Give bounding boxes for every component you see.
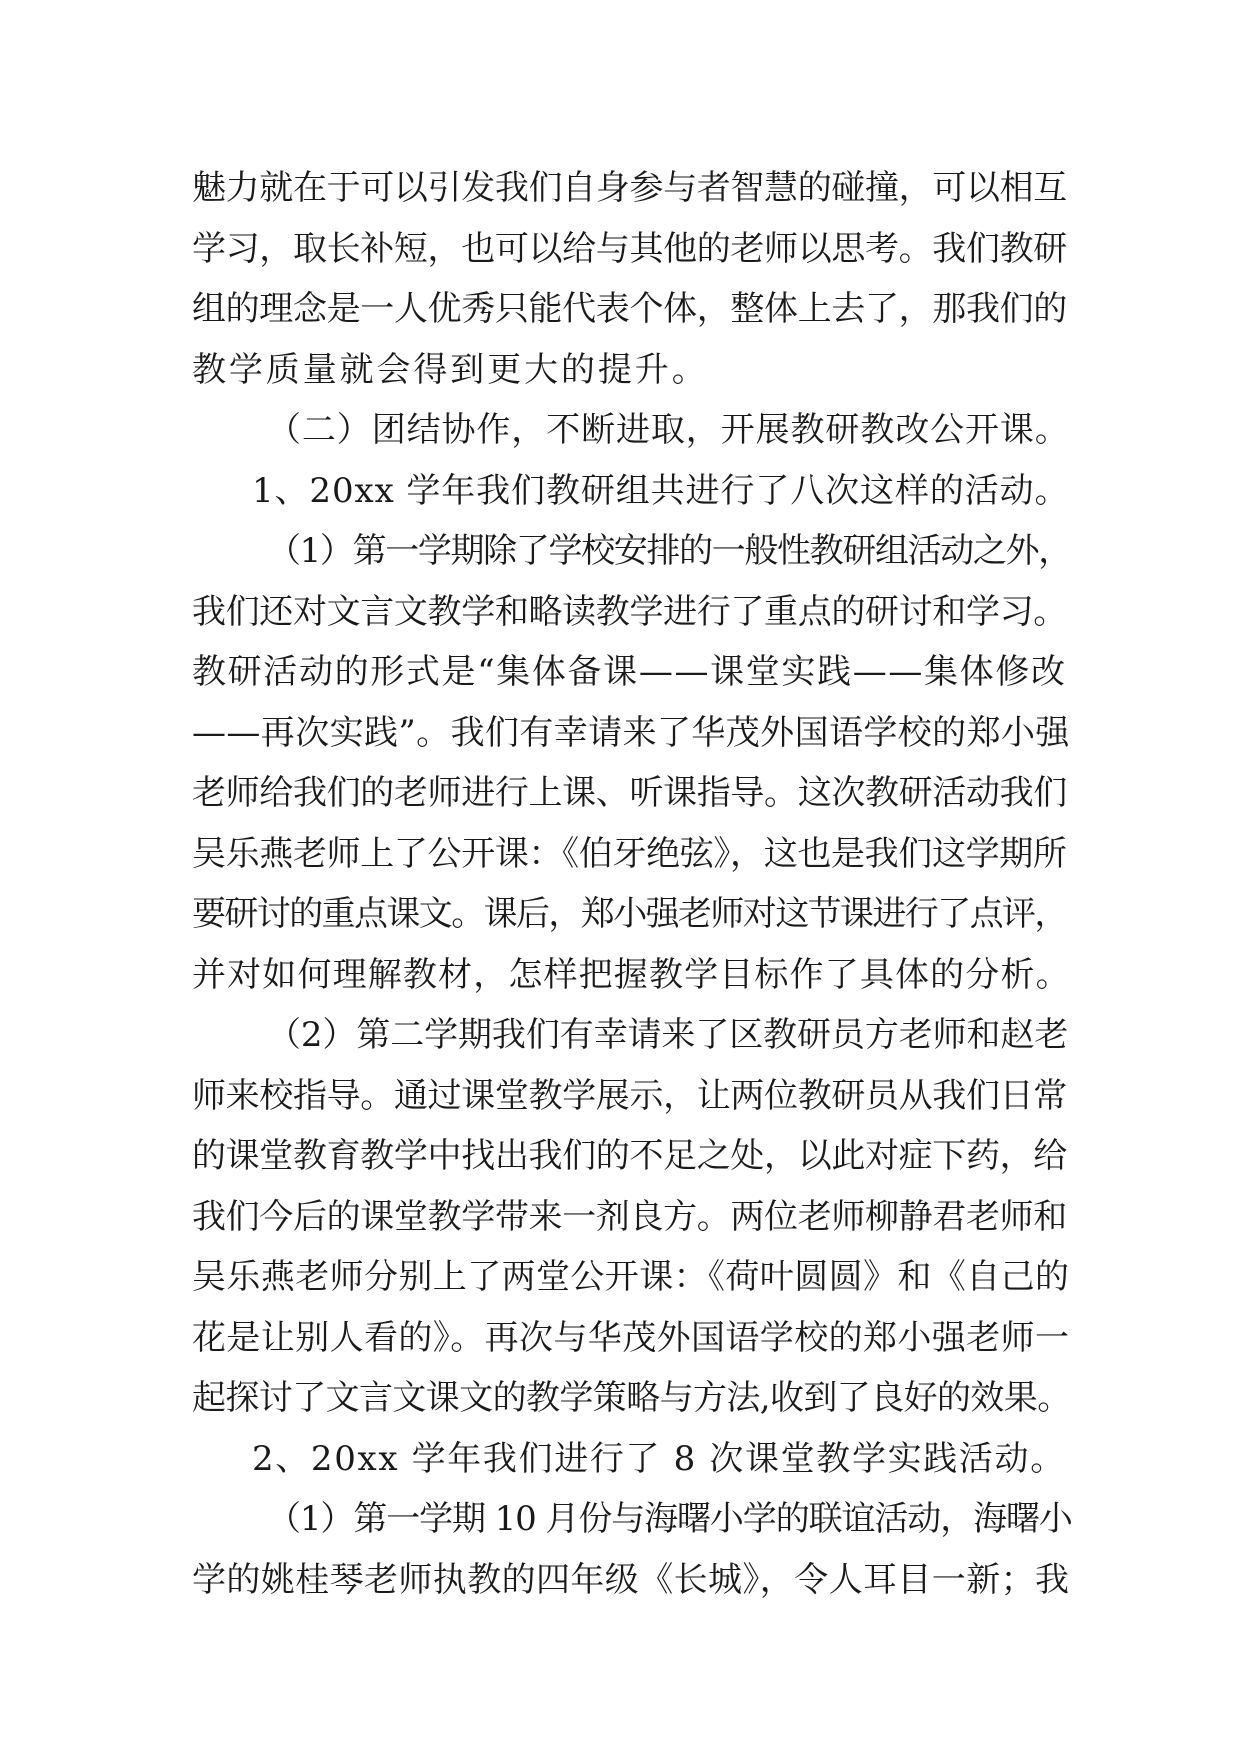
subsection-heading: 2、20xx 学年我们进行了 8 次课堂教学实践活动。 <box>252 1438 1066 1479</box>
text-line: 我们还对文言文教学和略读教学进行了重点的研讨和学习。 <box>192 591 1067 632</box>
text-line: 并对如何理解教材，怎样把握教学目标作了具体的分析。 <box>192 954 1071 995</box>
text-line: 组的理念是一人优秀只能代表个体，整体上去了，那我们的 <box>192 289 1067 329</box>
text-line: （1）第一学期除了学校安排的一般性教研组活动之外， <box>267 531 1071 571</box>
text-line: 的课堂教育教学中找出我们的不足之处，以此对症下药，给 <box>192 1136 1067 1176</box>
document-body <box>192 158 1072 1610</box>
section-heading: （二）团结协作，不断进取，开展教研教改公开课。 <box>267 410 1070 450</box>
subsection-heading: 1、20xx 学年我们教研组共进行了八次这样的活动。 <box>252 470 1070 511</box>
text-line: 学的姚桂琴老师执教的四年级《长城》，令人耳目一新；我 <box>192 1559 1070 1600</box>
text-line: 花是让别人看的》。再次与华茂外国语学校的郑小强老师一 <box>192 1317 1070 1358</box>
text-line: （2）第二学期我们有幸请来了区教研员方老师和赵老 <box>267 1015 1069 1055</box>
text-line: 教研活动的形式是“集体备课——课堂实践——集体修改 <box>192 652 1067 692</box>
text-line: 吴乐燕老师分别上了两堂公开课：《荷叶圆圆》和《自己的 <box>192 1257 1070 1297</box>
text-line: 教学质量就会得到更大的提升。 <box>192 349 709 390</box>
text-line: 起探讨了文言文课文的教学策略与方法,收到了良好的效果。 <box>192 1378 1071 1418</box>
text-line: 我们今后的课堂教学带来一剂良方。两位老师柳静君老师和 <box>192 1196 1067 1237</box>
text-line: 老师给我们的老师进行上课、听课指导。这次教研活动我们 <box>192 773 1067 813</box>
text-line: （1）第一学期 10 月份与海曙小学的联谊活动，海曙小 <box>267 1499 1072 1539</box>
text-line: ——再次实践”。我们有幸请来了华茂外国语学校的郑小强 <box>192 712 1070 753</box>
text-line: 吴乐燕老师上了公开课：《伯牙绝弦》，这也是我们这学期所 <box>192 833 1067 874</box>
text-line: 要研讨的重点课文。课后，郑小强老师对这节课进行了点评， <box>192 894 1067 934</box>
text-line: 学习，取长补短，也可以给与其他的老师以思考。我们教研 <box>192 228 1067 269</box>
text-line: 师来校指导。通过课堂教学展示，让两位教研员从我们日常 <box>192 1075 1067 1116</box>
text-line: 魅力就在于可以引发我们自身参与者智慧的碰撞，可以相互 <box>192 168 1067 208</box>
